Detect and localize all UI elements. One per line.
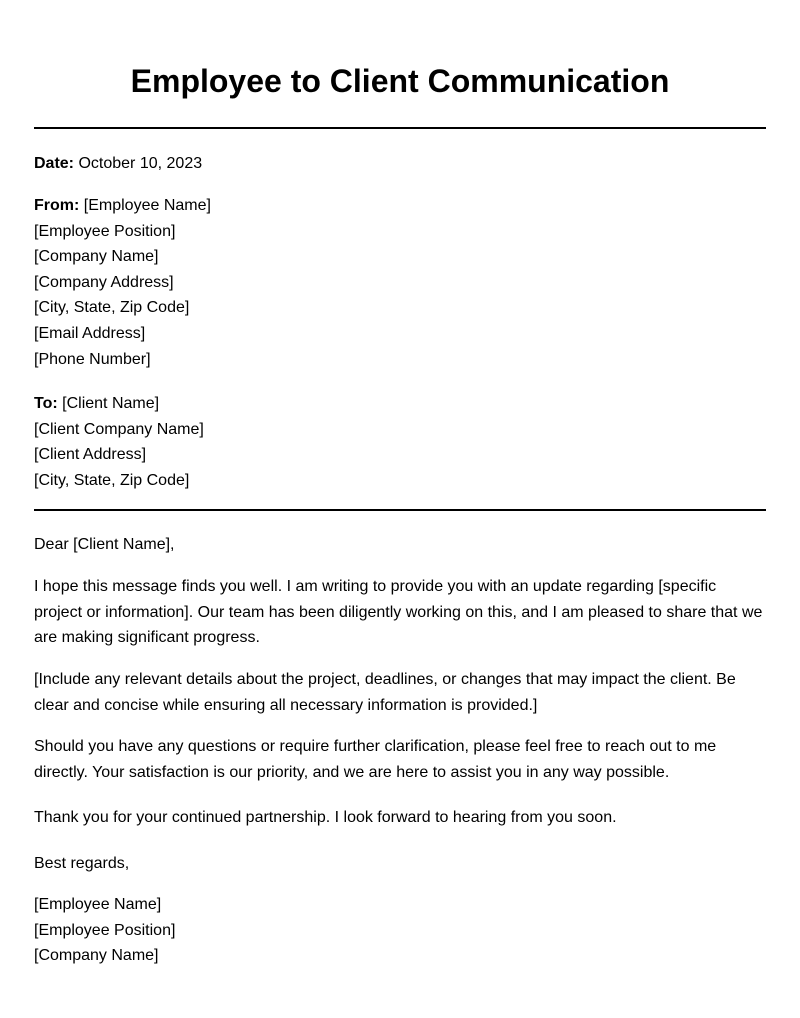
- document-title: Employee to Client Communication: [130, 63, 670, 99]
- date-value: October 10, 2023: [78, 155, 203, 172]
- from-city-state-zip: [City, State, Zip Code]: [34, 299, 190, 317]
- salutation: Dear [Client Name],: [34, 536, 175, 553]
- to-section: [34, 391, 766, 493]
- from-phone-number: [Phone Number]: [34, 350, 151, 368]
- body-paragraph: [34, 805, 766, 831]
- closing: Best regards,: [34, 855, 130, 872]
- from-employee-position: [Employee Position]: [34, 222, 176, 240]
- from-employee-name: [Employee Name]: [83, 197, 211, 214]
- from-label: From:: [34, 197, 80, 214]
- date-label: Date:: [34, 155, 75, 172]
- to-client-address: [Client Address]: [34, 446, 147, 464]
- address-divider: [34, 509, 766, 511]
- to-line: [34, 391, 766, 417]
- to-client-name: [Client Name]: [62, 395, 160, 412]
- signature-employee-name: [Employee Name]: [34, 896, 162, 913]
- from-company-name: [Company Name]: [34, 248, 159, 266]
- from-email-address: [Email Address]: [34, 324, 146, 342]
- to-client-company-name: [Client Company Name]: [34, 420, 204, 438]
- body-paragraph: [34, 574, 766, 651]
- signature-company-name: [Company Name]: [34, 947, 159, 965]
- body-paragraph: [34, 734, 766, 785]
- signature-employee-position: [Employee Position]: [34, 921, 176, 939]
- signature-block: [34, 892, 766, 969]
- paragraph-questions: Should you have any questions or require further clarification, please feel free to reach out to me directly. Your satisfaction is our priority, and we are here to assist you in any way possible.: [34, 738, 717, 781]
- date-line: [34, 151, 766, 177]
- from-company-address: [Company Address]: [34, 273, 174, 291]
- paragraph-thanks: Thank you for your continued partnership. I look forward to hearing from you soon.: [34, 809, 617, 826]
- to-label: To:: [34, 395, 58, 412]
- header-divider: [34, 127, 766, 129]
- date-section: [34, 151, 766, 177]
- from-line: [34, 193, 766, 219]
- paragraph-details: [Include any relevant details about the project, deadlines, or changes that may impact the client. Be clear and concise while ensuring all necessary information is provided.]: [34, 671, 736, 714]
- paragraph-update: I hope this message finds you well. I am writing to provide you with an update regarding [specific project or information]. Our team has been diligently working on this, and I am pleased to share that we are making significant progress.: [34, 578, 763, 647]
- body-paragraph: [34, 667, 766, 718]
- to-city-state-zip: [City, State, Zip Code]: [34, 471, 190, 489]
- from-section: [34, 193, 766, 372]
